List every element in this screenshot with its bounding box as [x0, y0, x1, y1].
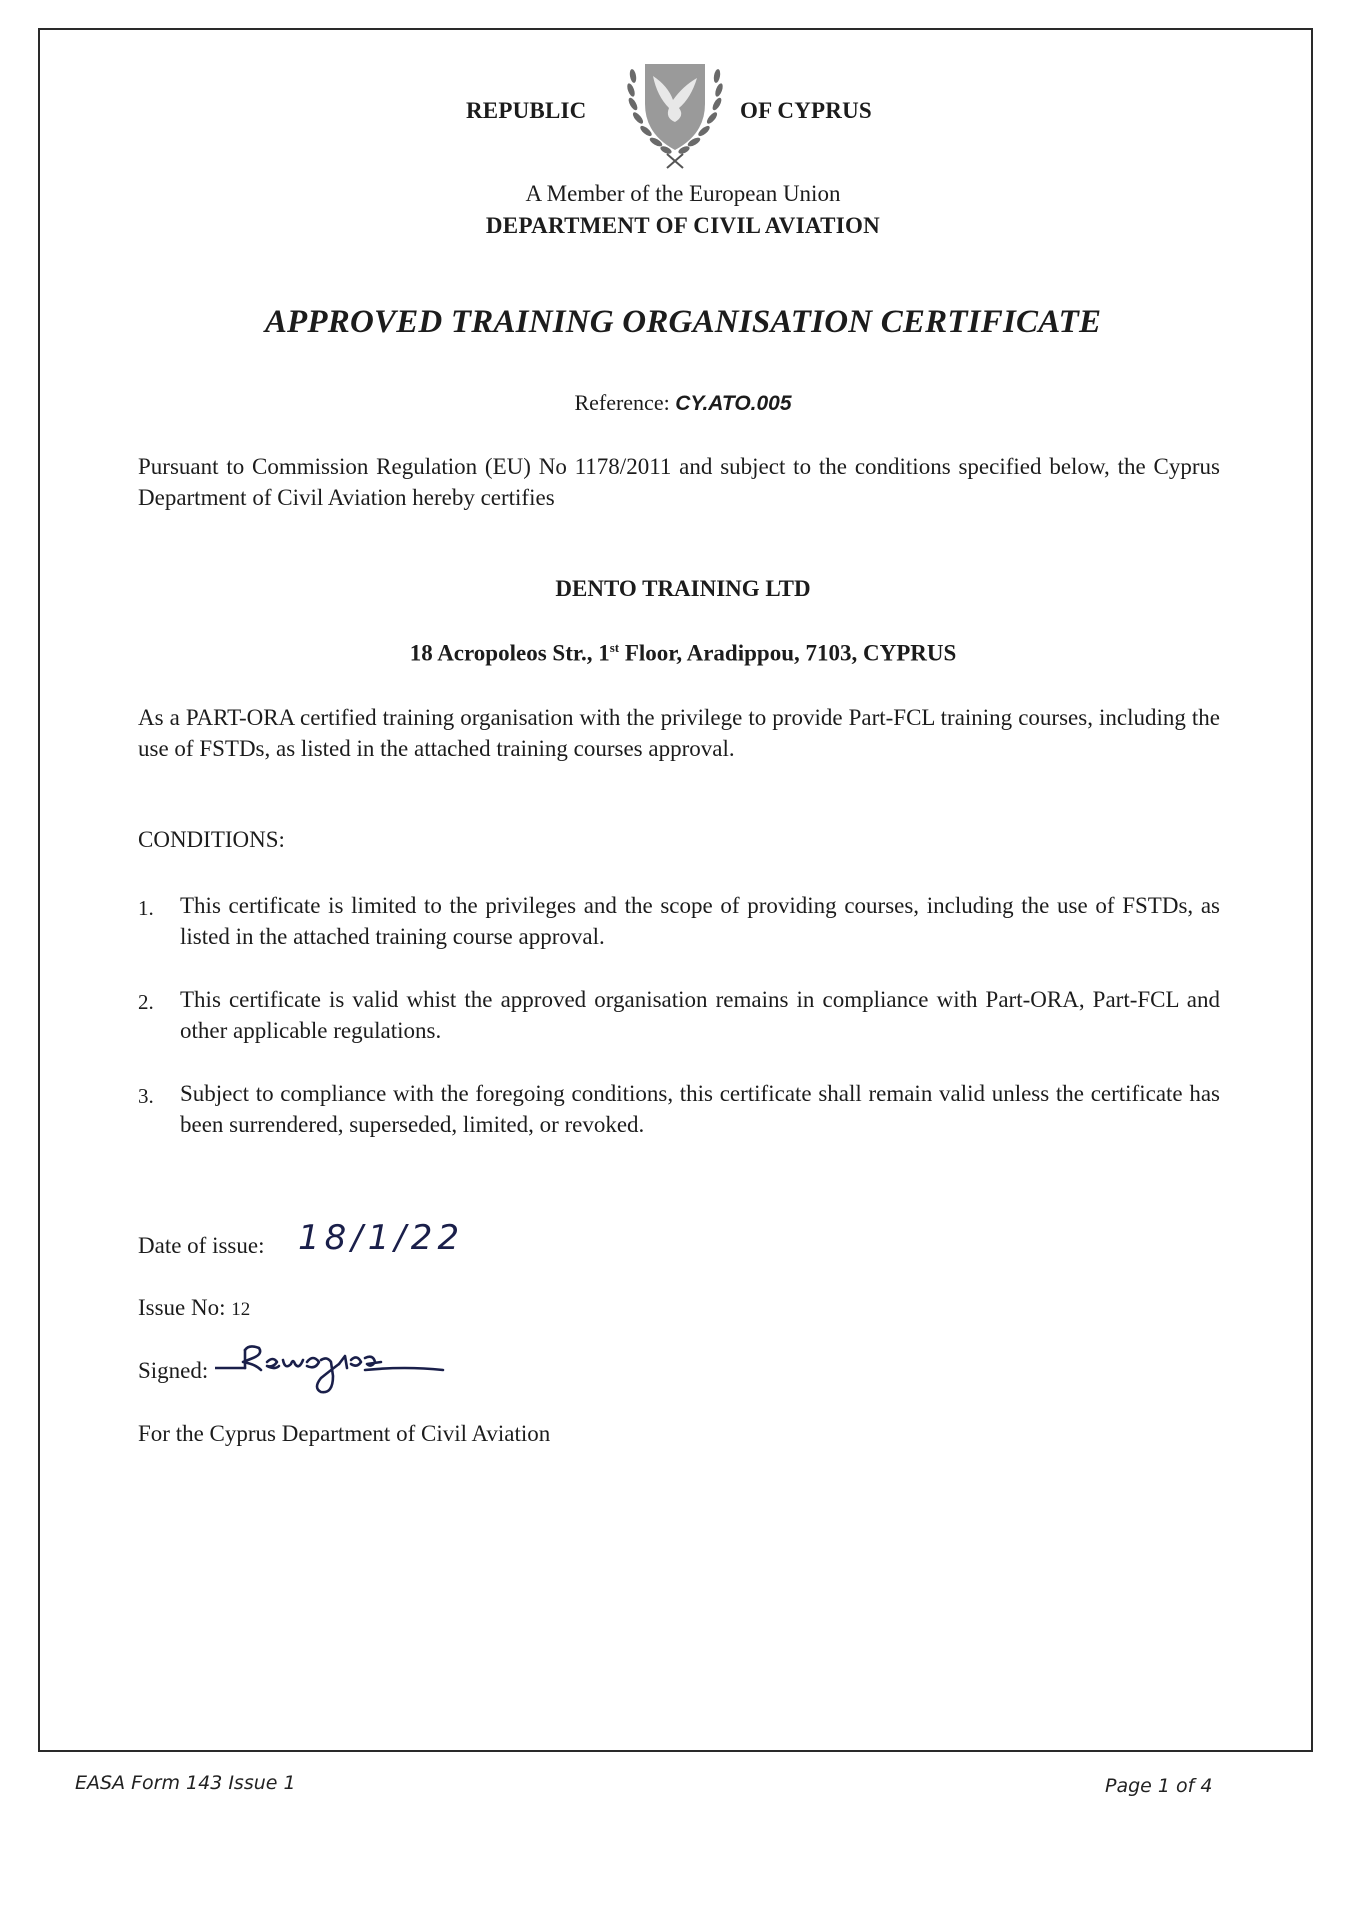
organisation-address — [0, 640, 1366, 667]
conditions-heading: CONDITIONS: — [138, 827, 285, 852]
issue-number — [138, 1292, 250, 1325]
date-of-issue-value: 18/1/22 — [298, 1218, 465, 1258]
certificate-title: APPROVED TRAINING ORGANISATION CERTIFICATE — [264, 304, 1102, 340]
condition-text: This certificate is limited to the privileges and the scope of providing courses, including the use of FSTDs, as listed in the attached training course approval. — [180, 893, 1220, 949]
cyprus-coat-of-arms-icon — [613, 56, 737, 174]
condition-number: 3. — [138, 1084, 154, 1108]
department-name: DEPARTMENT OF CIVIL AVIATION — [485, 213, 881, 238]
header-of-cyprus: OF CYPRUS — [740, 98, 872, 123]
reference-code: CY.ATO.005 — [675, 392, 792, 415]
header-republic: REPUBLIC — [466, 98, 587, 123]
reference-label: Reference: — [574, 390, 670, 415]
footer-form-number: EASA Form 143 Issue 1 — [75, 1772, 296, 1794]
for-department-line: For the Cyprus Department of Civil Aviation — [138, 1421, 551, 1446]
address-part-1: 18 Acropoleos Str., 1 — [409, 640, 610, 666]
condition-number: 1. — [138, 896, 154, 920]
issue-number-value: 12 — [231, 1299, 251, 1320]
privilege-paragraph: As a PART-ORA certified training organisation with the privilege to provide Part-FCL training courses, including the use of FSTDs, as listed in the attached training courses approval. — [138, 705, 1220, 761]
footer-page-number: Page 1 of 4 — [1105, 1775, 1213, 1797]
handwritten-signature-icon — [215, 1340, 445, 1400]
condition-text: This certificate is valid whist the approved organisation remains in compliance with Part-ORA, Part-FCL and other applicable regulations. — [180, 987, 1220, 1043]
condition-number: 2. — [138, 990, 154, 1014]
address-superscript: st — [609, 640, 620, 655]
organisation-name: DENTO TRAINING LTD — [555, 576, 811, 601]
address-part-2: Floor, Aradippou, 7103, CYPRUS — [619, 640, 957, 666]
eu-member-line: A Member of the European Union — [525, 181, 841, 206]
signed-label: Signed: — [138, 1358, 209, 1383]
issue-number-label: Issue No: — [138, 1295, 226, 1320]
date-of-issue-label: Date of issue: — [138, 1233, 265, 1258]
condition-text: Subject to compliance with the foregoing conditions, this certificate shall remain valid unless the certificate has been surrendered, superseded, limited, or revoked. — [180, 1081, 1220, 1137]
intro-paragraph: Pursuant to Commission Regulation (EU) No 1178/2011 and subject to the conditions specified below, the Cyprus Department of Civil Aviation hereby certifies — [138, 454, 1220, 510]
reference-line — [0, 390, 1366, 416]
